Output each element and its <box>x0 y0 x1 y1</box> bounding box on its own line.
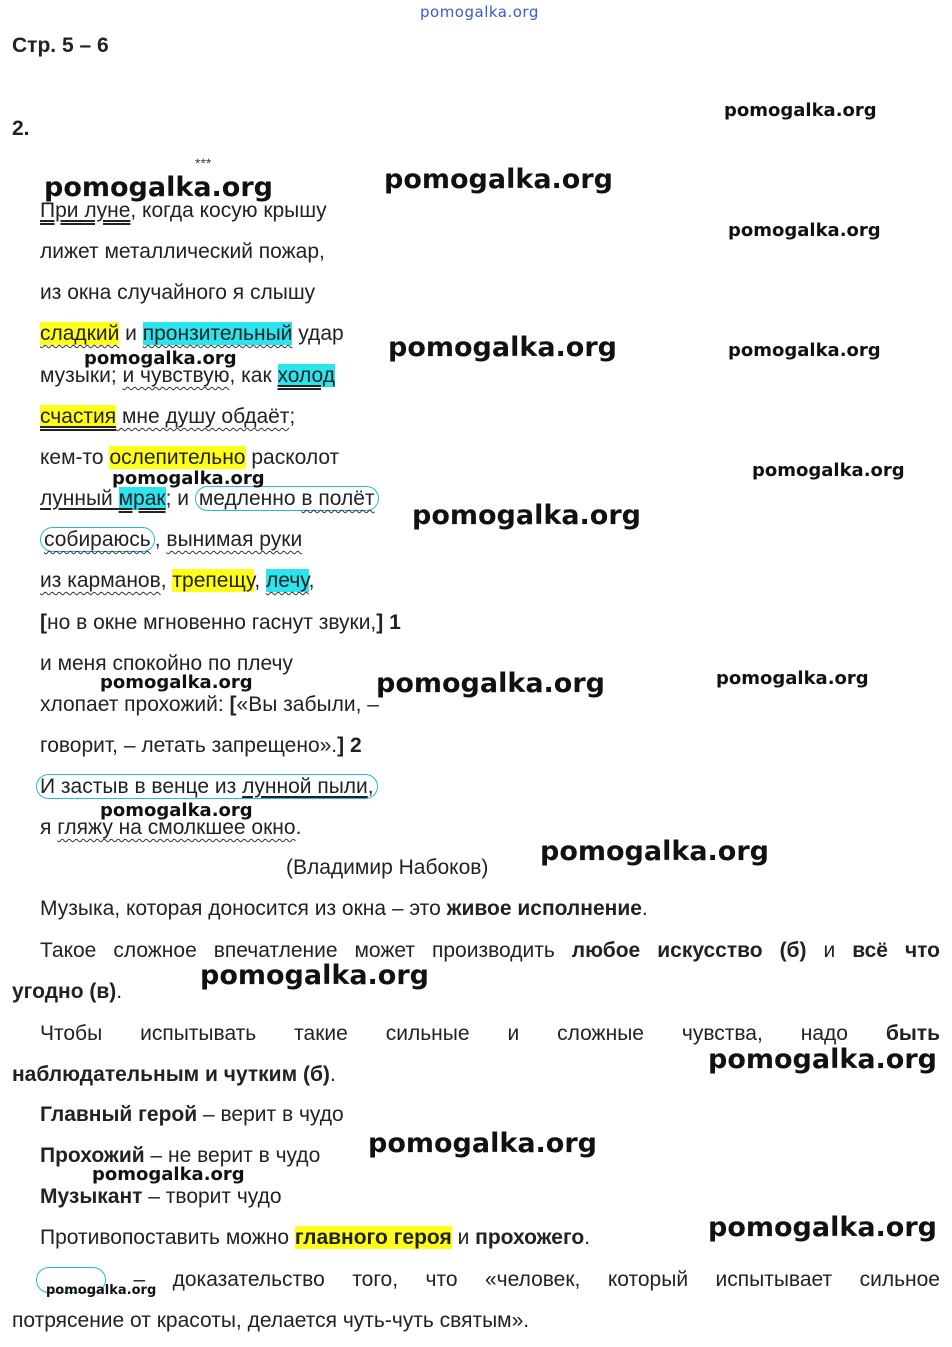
watermark: pomogalka.org <box>412 500 641 531</box>
poem-text: лунной пыли <box>242 775 368 798</box>
answer-text: . <box>116 980 123 1003</box>
poem-text: я <box>40 816 58 839</box>
answer-text: Чтобы испытывать такие сильные и сложные чувства, надо <box>40 1022 886 1045</box>
poem-text: удар <box>292 322 344 345</box>
poem-line-2: лижет металлический пожар, <box>40 240 325 263</box>
watermark-top: pomogalka.org <box>420 3 539 21</box>
answer-text: – не верит в чудо <box>144 1144 321 1167</box>
adverbial-oval <box>40 527 155 552</box>
watermark: pomogalka.org <box>708 1212 937 1243</box>
poem-text: , <box>160 569 173 592</box>
poem-text: расколот <box>245 446 340 469</box>
poem-text: ; <box>289 405 296 428</box>
answer-text: Такое сложное впечатление может производить <box>40 939 572 962</box>
adverbial-oval <box>36 774 378 799</box>
poem-participle: из карманов <box>40 569 161 592</box>
poem-text: музыки; <box>40 364 123 387</box>
highlight-word: счастия <box>40 405 117 428</box>
answer-bold: быть <box>885 1022 940 1045</box>
poem-text: , <box>308 569 315 592</box>
answer-bold: любое искусство (б) <box>571 939 807 962</box>
answer-1 <box>40 897 648 921</box>
answer-text: Музыка, которая доносится из окна – это <box>40 897 447 920</box>
poem-line-4 <box>40 321 344 347</box>
answer-bold: всё что <box>852 939 940 962</box>
watermark: pomogalka.org <box>46 1283 157 1298</box>
answer-bold: Прохожий <box>40 1144 145 1167</box>
watermark: pomogalka.org <box>100 672 253 693</box>
poem-line-13 <box>40 692 379 718</box>
poem-text: и <box>119 322 143 345</box>
answer-2 <box>12 938 940 1005</box>
answer-text: и <box>806 939 853 962</box>
poem-text: , как <box>229 364 278 387</box>
highlight-word: лечу <box>266 569 309 592</box>
poem-predicate: в полёт <box>301 487 375 510</box>
poem-line-8 <box>40 486 379 512</box>
poem-line-9 <box>40 527 302 553</box>
poem-text: , когда косую крышу <box>130 199 327 222</box>
poem-line-14 <box>40 733 362 759</box>
watermark: pomogalka.org <box>112 468 265 489</box>
bracket: [ <box>40 611 47 634</box>
poem-line-10 <box>40 568 314 594</box>
poem-predicate: и чувствую <box>122 364 230 387</box>
watermark: pomogalka.org <box>728 220 881 241</box>
poem-line-3: из окна случайного я слышу <box>40 281 316 304</box>
poem-line-15 <box>36 774 378 800</box>
poem-subject-1: При луне <box>40 199 131 222</box>
poem-line-6 <box>40 404 295 430</box>
poem-text: «Вы забыли, – <box>236 693 379 716</box>
bracket-number: ] 2 <box>337 734 362 757</box>
poem-line-12: и меня спокойно по плечу <box>40 652 293 675</box>
watermark: pomogalka.org <box>200 960 429 991</box>
answer-text: . <box>329 1063 336 1086</box>
poem-text: , <box>154 528 167 551</box>
watermark: pomogalka.org <box>388 332 617 363</box>
answer-text: . <box>584 1226 591 1249</box>
poem-text: лунный <box>40 487 119 510</box>
watermark: pomogalka.org <box>752 460 905 481</box>
poem-text: , <box>254 569 267 592</box>
highlight-word: трепещу <box>172 569 255 592</box>
answer-text: потрясение от красоты, делается чуть-чуть святым». <box>12 1309 530 1333</box>
poem-text: кем-то <box>40 446 110 469</box>
bracket: [ <box>229 693 237 716</box>
highlight-word: мрак <box>118 487 166 510</box>
highlight-word: холод <box>277 364 335 387</box>
poem-predicate: мне душу обдаёт <box>116 405 290 428</box>
answer-bold: Музыкант <box>40 1185 143 1208</box>
answer-bold: прохожего <box>475 1226 585 1249</box>
watermark: pomogalka.org <box>728 340 881 361</box>
task-number: 2. <box>12 117 30 140</box>
poem-text: но в окне мгновенно гаснут звуки, <box>47 611 377 634</box>
answer-bold: угодно (в) <box>12 980 117 1003</box>
watermark: pomogalka.org <box>540 836 769 867</box>
watermark: pomogalka.org <box>724 100 877 121</box>
answer-4 <box>40 1103 344 1127</box>
poem-stars: *** <box>195 155 212 171</box>
answer-7 <box>40 1226 590 1250</box>
poem-text: И застыв в венце из <box>40 775 243 798</box>
highlight-word: сладкий <box>40 322 120 345</box>
answer-bold: Главный герой <box>40 1103 198 1126</box>
answer-8 <box>12 1267 940 1334</box>
watermark: pomogalka.org <box>368 1128 597 1159</box>
answer-text: Противопоставить можно <box>40 1226 295 1249</box>
poem-text: , <box>367 775 374 798</box>
poem-text: хлопает прохожий: <box>40 693 230 716</box>
watermark: pomogalka.org <box>708 1044 937 1075</box>
answer-text: – творит чудо <box>142 1185 282 1208</box>
answer-text: и <box>451 1226 476 1249</box>
answer-text: – верит в чудо <box>197 1103 344 1126</box>
watermark: pomogalka.org <box>100 800 253 821</box>
watermark: pomogalka.org <box>716 668 869 689</box>
answer-text: – доказательство того, что «человек, который испытывает сильное <box>106 1268 940 1291</box>
highlight-bold: главного героя <box>294 1226 452 1249</box>
adverbial-oval <box>195 486 379 511</box>
answer-bold: живое исполнение <box>446 897 642 920</box>
answer-6 <box>40 1185 282 1209</box>
watermark: pomogalka.org <box>44 172 273 203</box>
poem-text: . <box>295 816 302 839</box>
highlight-word: пронзительный <box>142 322 293 345</box>
watermark: pomogalka.org <box>92 1164 245 1185</box>
poem-text: говорит, – летать запрещено». <box>40 734 338 757</box>
poem-text: медленно <box>198 487 302 510</box>
highlight-word: ослепительно <box>109 446 246 469</box>
poem-line-11 <box>40 610 401 636</box>
bracket-number: ] 1 <box>376 611 401 634</box>
watermark: pomogalka.org <box>376 668 605 699</box>
poem-predicate: гляжу на смолкшее окно <box>57 816 296 839</box>
answer-text: . <box>641 897 648 920</box>
poem-text: ; и <box>165 487 195 510</box>
poem-participle: вынимая руки <box>166 528 303 551</box>
watermark: pomogalka.org <box>384 164 613 195</box>
answer-bold: наблюдательным и чутким (б) <box>12 1063 330 1086</box>
poem-author: (Владимир Набоков) <box>286 856 489 879</box>
watermark: pomogalka.org <box>84 348 237 369</box>
page-reference: Стр. 5 – 6 <box>12 34 109 57</box>
poem-predicate: собираюсь <box>44 528 151 551</box>
